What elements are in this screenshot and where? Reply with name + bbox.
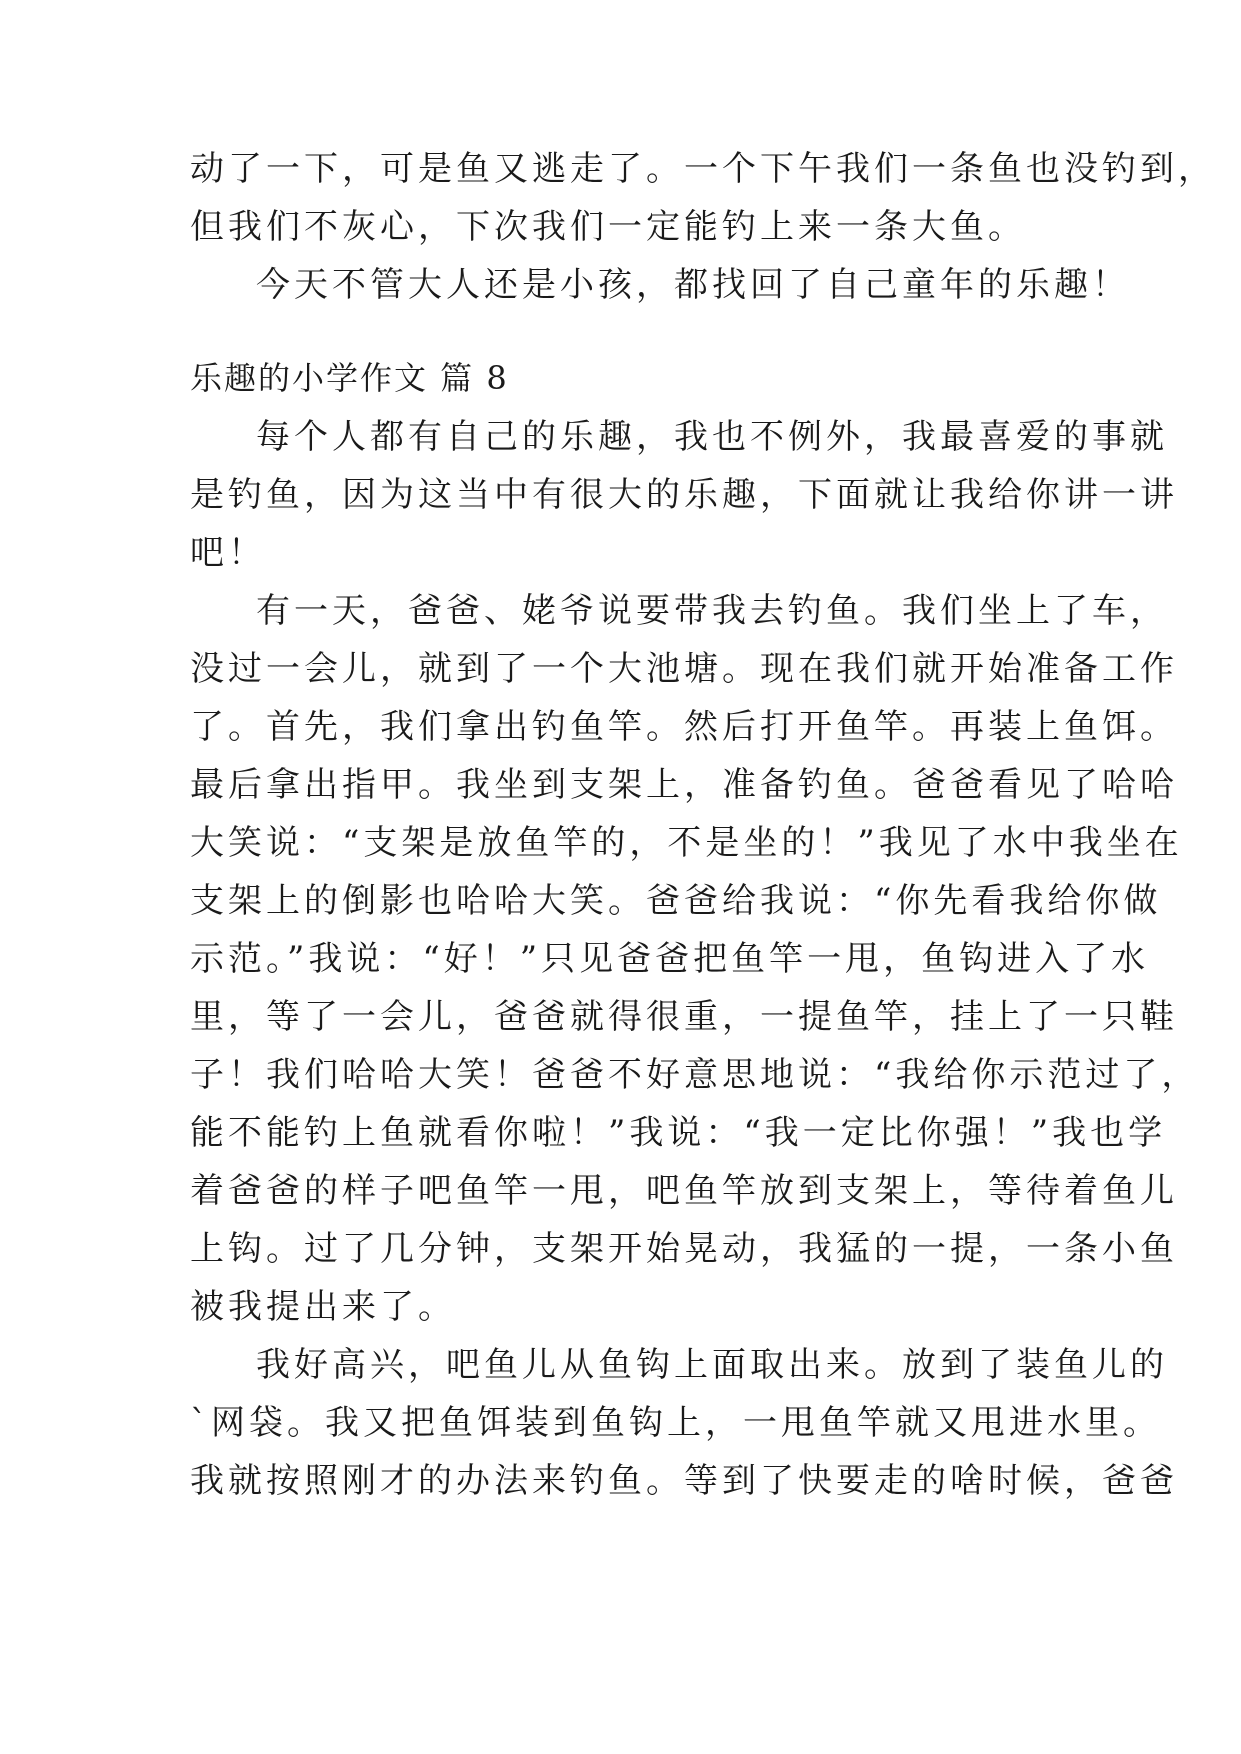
paragraph-line: 吧！: [190, 533, 266, 573]
section-heading: 乐趣的小学作文 篇 8: [190, 359, 509, 397]
paragraph-line: 里，等了一会儿，爸爸就得很重，一提鱼竿，挂上了一只鞋: [190, 997, 1178, 1037]
paragraph-line: 我就按照刚才的办法来钓鱼。等到了快要走的啥时候，爸爸: [190, 1461, 1178, 1501]
paragraph-line: 但我们不灰心，下次我们一定能钓上来一条大鱼。: [190, 207, 1026, 247]
paragraph-line: 示范。”我说：“好！”只见爸爸把鱼竿一甩，鱼钩进入了水: [190, 939, 1150, 979]
paragraph-line: 没过一会儿，就到了一个大池塘。现在我们就开始准备工作: [190, 649, 1178, 689]
paragraph-line: 每个人都有自己的乐趣，我也不例外，我最喜爱的事就: [256, 417, 1168, 457]
paragraph-line: 最后拿出指甲。我坐到支架上，准备钓鱼。爸爸看见了哈哈: [190, 765, 1178, 805]
paragraph-line: 了。首先，我们拿出钓鱼竿。然后打开鱼竿。再装上鱼饵。: [190, 707, 1178, 747]
paragraph-line: 能不能钓上鱼就看你啦！”我说：“我一定比你强！”我也学: [190, 1113, 1167, 1153]
paragraph-line: 子！我们哈哈大笑！爸爸不好意思地说：“我给你示范过了，: [190, 1055, 1200, 1095]
paragraph-line: 是钓鱼，因为这当中有很大的乐趣，下面就让我给你讲一讲: [190, 475, 1178, 515]
paragraph-line: 有一天，爸爸、姥爷说要带我去钓鱼。我们坐上了车，: [256, 591, 1168, 631]
paragraph-line: 动了一下，可是鱼又逃走了。一个下午我们一条鱼也没钓到，: [190, 149, 1216, 189]
paragraph-line: 着爸爸的样子吧鱼竿一甩，吧鱼竿放到支架上，等待着鱼儿: [190, 1171, 1178, 1211]
paragraph-line: 上钩。过了几分钟，支架开始晃动，我猛的一提，一条小鱼: [190, 1229, 1178, 1269]
paragraph-line: 今天不管大人还是小孩，都找回了自己童年的乐趣！: [256, 265, 1130, 305]
paragraph-line: 被我提出来了。: [190, 1287, 456, 1327]
paragraph-line: 我好高兴，吧鱼儿从鱼钩上面取出来。放到了装鱼儿的: [256, 1345, 1168, 1385]
paragraph-line: 支架上的倒影也哈哈大笑。爸爸给我说：“你先看我给你做: [190, 881, 1162, 921]
paragraph-line: `网袋。我又把鱼饵装到鱼钩上，一甩鱼竿就又甩进水里。: [190, 1403, 1161, 1443]
paragraph-line: 大笑说：“支架是放鱼竿的，不是坐的！”我见了水中我坐在: [190, 823, 1183, 863]
